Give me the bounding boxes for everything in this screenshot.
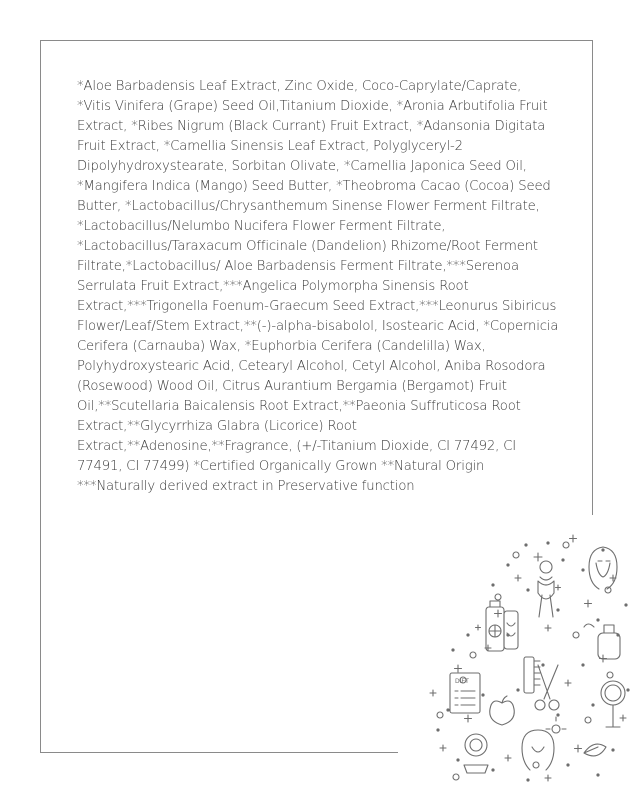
comb-icon [524,657,540,693]
diet-label: DIET [455,678,469,685]
apple-icon [490,696,515,725]
ingredients-text: *Aloe Barbadensis Leaf Extract, Zinc Oxide, Coco-Caprylate/Caprate, *Vitis Vinifera (Grape) Seed Oil,Titanium Dioxide, *Aronia Arbutifolia Fruit Extract, *Ribes Nigrum (Black Currant) Fruit Extract, *Adansonia Digitata Fruit Extract, *Camellia Sinensis Leaf Extract, Polyglyceryl-2 Dipolyhydroxystearate, Sorbitan Olivate, *Camellia Japonica Seed Oil, *Mangifera Indica (Mango) Seed Butter, *Theobroma Cacao (Cocoa) Seed Butter, *Lactobacillus/Chrysanthemum Sinense Flower Ferment Filtrate, *Lactobacillus/Nelumbo Nucifera Flower Ferment Filtrate, *Lactobacillus/Taraxacum Officinale (Dandelion) Rhizome/Root Ferment Filtrate,*Lactobacillus/ Aloe Barbadensis Ferment Filtrate,***Serenoa Serrulata Fruit Extract,***Angelica Polymorpha Sinensis Root Extract,***Trigonella Foenum-Graecum Seed Extract,***Leonurus Sibiricus Flower/Leaf/Stem Extract,**(-)-alpha-bisabolol, Isostearic Acid, *Copernicia Cerifera (Carnauba) Wax, *Euphorbia Cerifera (Candelilla) Wax, Polyhydroxystearic Acid, Cetearyl Alcohol, Cetyl Alcohol, Aniba Rosodora (Rosewood) Wood Oil, Citrus Aurantium Bergamia (Bergamot) Fruit Oil,**Scutellaria Baicalensis Root Extract,**Paeonia Suffruticosa Root Extract,**Glycyrrhiza Glabra (Licorice) Root Extract,**Adenosine,**Fragrance, (+/-Titanium Dioxide, CI 77492, CI 77491, CI 77499) *Certified Organically Grown **Natural Origin ***Naturally derived extract in Preservative function [77,79,559,494]
cosmetic-bottles-icon [486,601,518,651]
perfume-bottle-icon [584,624,620,659]
scissors-icon [535,665,559,710]
compact-powder-icon [464,734,488,773]
leaf-icon [584,744,606,756]
woman-flower-icon [522,717,566,770]
ring-pattern [437,542,613,780]
hand-mirror-icon [601,681,625,727]
diet-clipboard-icon [450,673,480,713]
swimsuit-woman-icon [538,561,554,617]
woman-hair-icon [589,547,617,589]
beauty-icons-ornament [398,515,634,795]
